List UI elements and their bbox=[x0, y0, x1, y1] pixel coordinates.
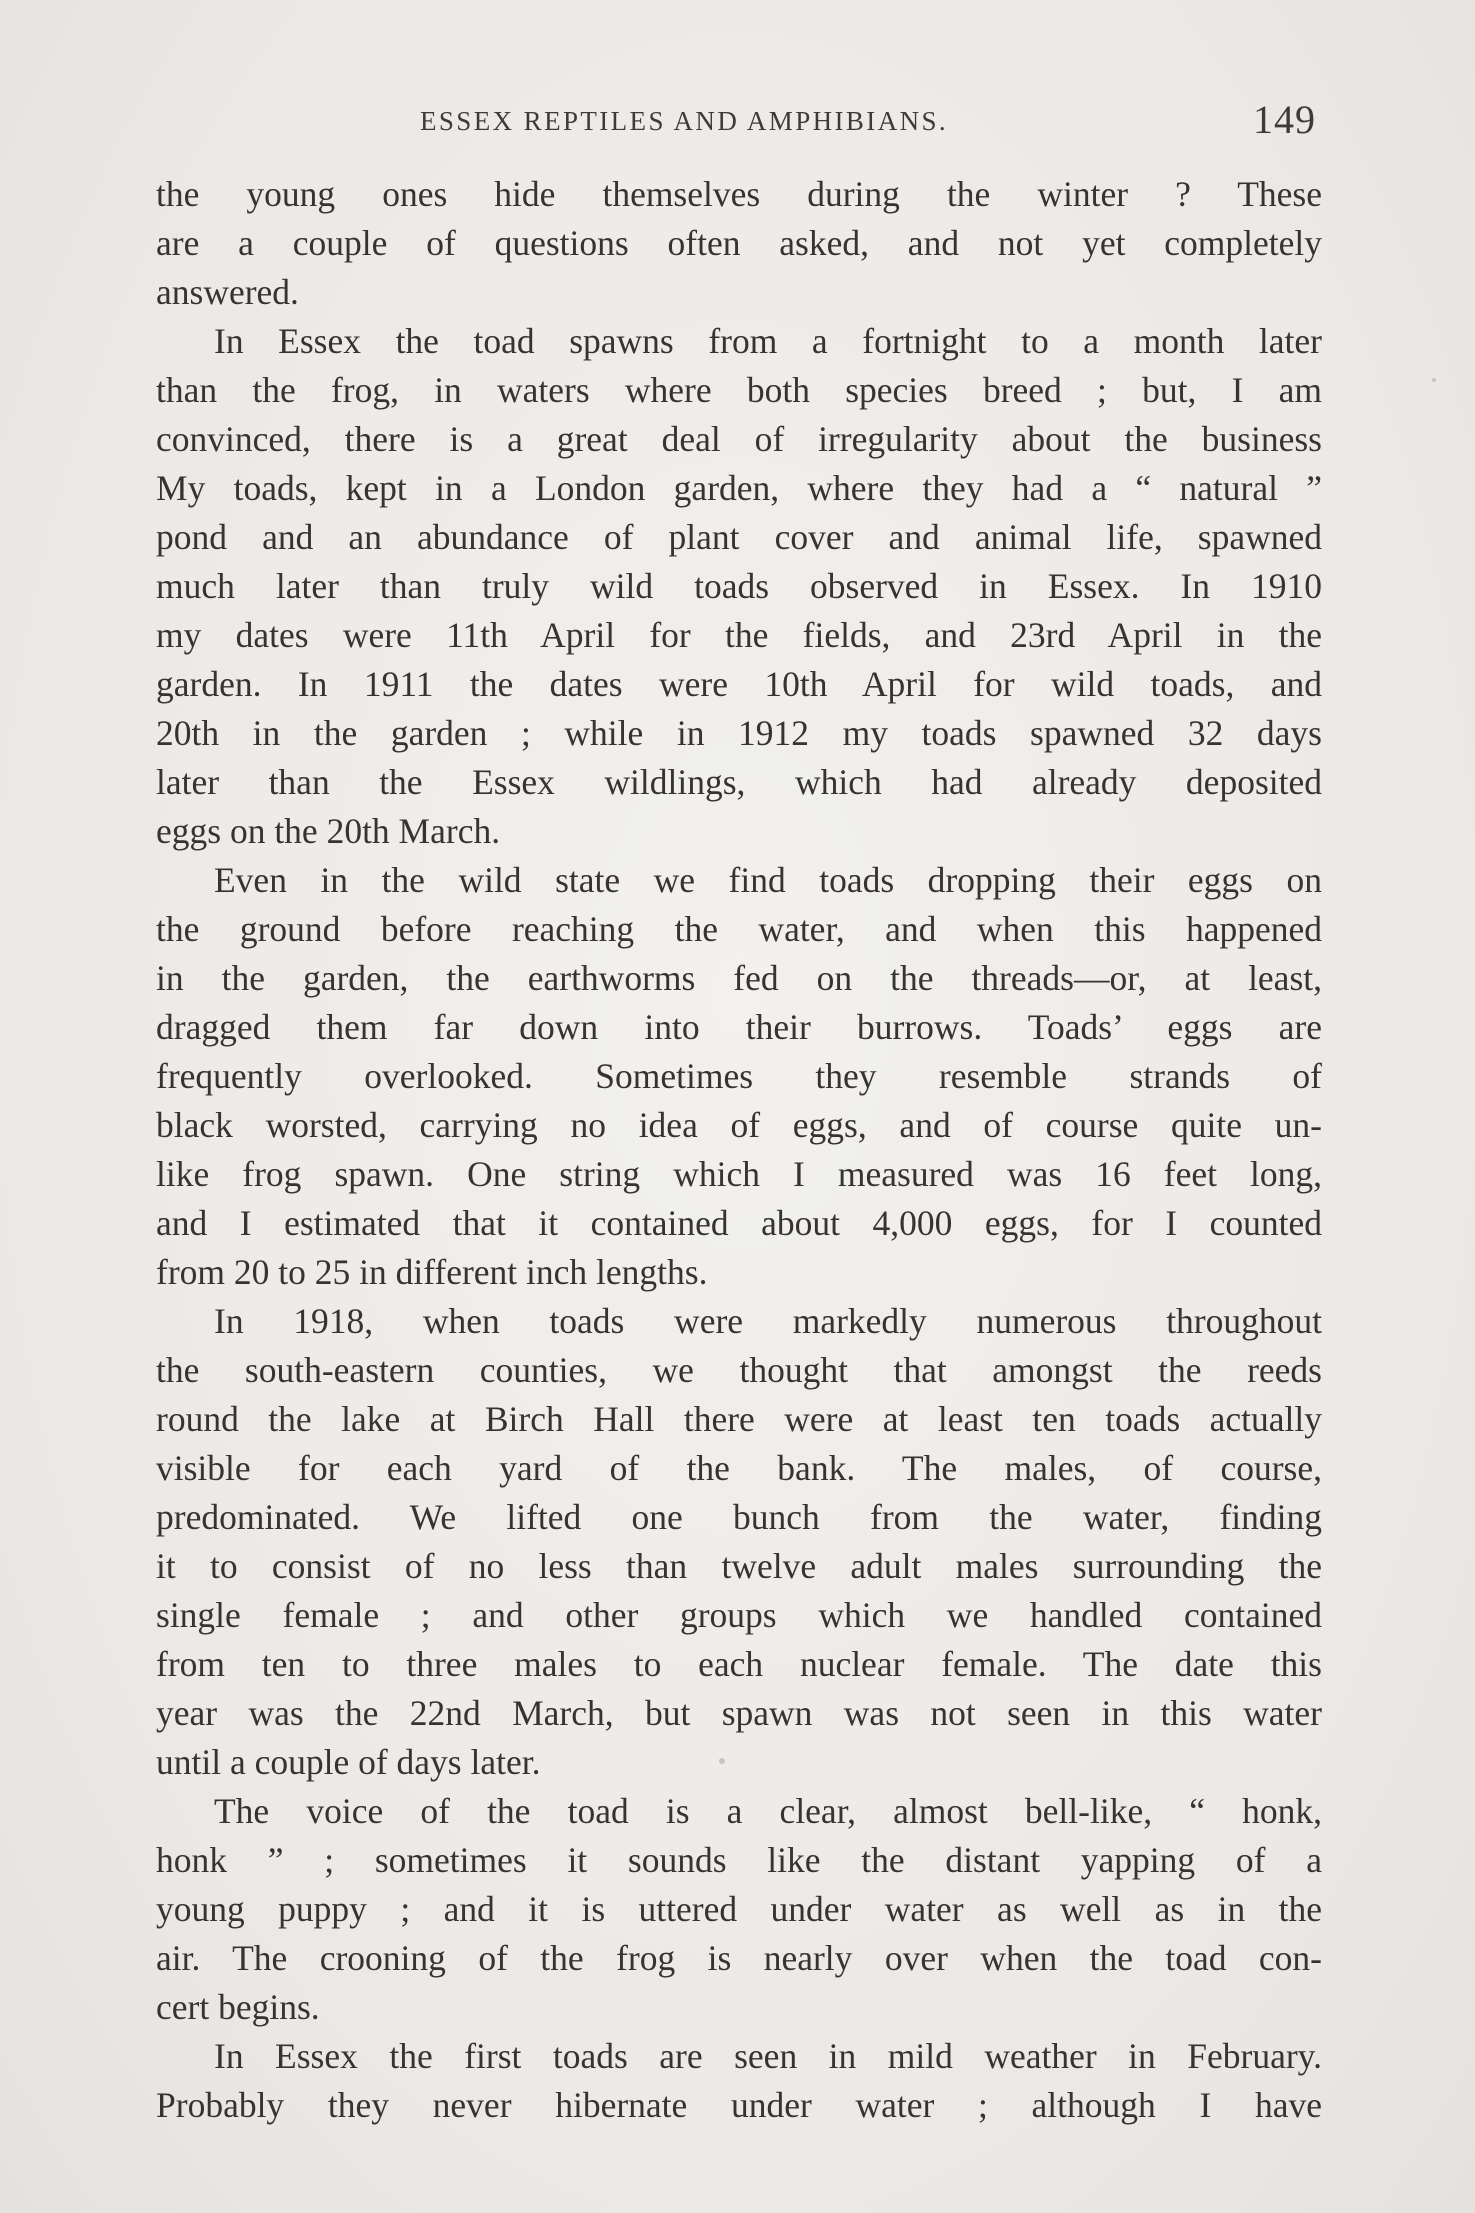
paper-speck bbox=[719, 1758, 725, 1764]
text-line: young puppy ; and it is uttered under water as well as in the bbox=[156, 1889, 1322, 1929]
text-line: air. The crooning of the frog is nearly over when the toad con- bbox=[156, 1938, 1322, 1978]
text-line: In Essex the toad spawns from a fortnight to a month later bbox=[214, 321, 1322, 361]
text-line: it to consist of no less than twelve adult males surrounding the bbox=[156, 1546, 1322, 1586]
text-line: round the lake at Birch Hall there were at least ten toads actually bbox=[156, 1399, 1322, 1439]
text-line: dragged them far down into their burrows. Toads’ eggs are bbox=[156, 1007, 1322, 1047]
text-line: from ten to three males to each nuclear female. The date this bbox=[156, 1644, 1322, 1684]
text-line: The voice of the toad is a clear, almost bell-like, “ honk, bbox=[214, 1791, 1322, 1831]
text-line: eggs on the 20th March. bbox=[156, 811, 501, 851]
text-line: later than the Essex wildlings, which had already deposited bbox=[156, 762, 1322, 802]
text-line: answered. bbox=[156, 272, 299, 312]
text-line: In Essex the first toads are seen in mild weather in February. bbox=[214, 2036, 1322, 2076]
text-line: frequently overlooked. Sometimes they resemble strands of bbox=[156, 1056, 1322, 1096]
text-line: the young ones hide themselves during the winter ? These bbox=[156, 174, 1322, 214]
text-line: and I estimated that it contained about 4,000 eggs, for I counted bbox=[156, 1203, 1322, 1243]
text-line: Probably they never hibernate under water ; although I have bbox=[156, 2085, 1322, 2125]
text-line: Even in the wild state we find toads dropping their eggs on bbox=[214, 860, 1322, 900]
text-line: year was the 22nd March, but spawn was not seen in this water bbox=[156, 1693, 1322, 1733]
text-line: are a couple of questions often asked, and not yet completely bbox=[156, 223, 1322, 263]
text-line: like frog spawn. One string which I measured was 16 feet long, bbox=[156, 1154, 1322, 1194]
text-line: than the frog, in waters where both species breed ; but, I am bbox=[156, 370, 1322, 410]
text-line: visible for each yard of the bank. The males, of course, bbox=[156, 1448, 1322, 1488]
text-line: garden. In 1911 the dates were 10th April for wild toads, and bbox=[156, 664, 1322, 704]
text-line: single female ; and other groups which we handled contained bbox=[156, 1595, 1322, 1635]
page-number: 149 bbox=[1253, 97, 1316, 142]
text-line: my dates were 11th April for the fields, and 23rd April in the bbox=[156, 615, 1322, 655]
text-line: black worsted, carrying no idea of eggs, and of course quite un- bbox=[156, 1105, 1322, 1145]
text-line: predominated. We lifted one bunch from the water, finding bbox=[156, 1497, 1322, 1537]
text-line: until a couple of days later. bbox=[156, 1742, 541, 1782]
text-line: In 1918, when toads were markedly numerous throughout bbox=[214, 1301, 1322, 1341]
text-line: pond and an abundance of plant cover and animal life, spawned bbox=[156, 517, 1322, 557]
text-line: from 20 to 25 in different inch lengths. bbox=[156, 1252, 708, 1292]
text-line: much later than truly wild toads observed in Essex. In 1910 bbox=[156, 566, 1322, 606]
text-line: 20th in the garden ; while in 1912 my toads spawned 32 days bbox=[156, 713, 1322, 753]
text-line: the south-eastern counties, we thought that amongst the reeds bbox=[156, 1350, 1322, 1390]
page-header bbox=[156, 96, 1322, 146]
running-head: ESSEX REPTILES AND AMPHIBIANS. bbox=[420, 106, 949, 136]
text-line: My toads, kept in a London garden, where they had a “ natural ” bbox=[156, 468, 1322, 508]
body-text bbox=[156, 170, 1322, 2130]
text-line: convinced, there is a great deal of irregularity about the business bbox=[156, 419, 1322, 459]
text-line: the ground before reaching the water, and when this happened bbox=[156, 909, 1322, 949]
paper-speck bbox=[1432, 378, 1436, 382]
text-line: cert begins. bbox=[156, 1987, 320, 2027]
text-line: in the garden, the earthworms fed on the threads—or, at least, bbox=[156, 958, 1322, 998]
text-line: honk ” ; sometimes it sounds like the distant yapping of a bbox=[156, 1840, 1322, 1880]
